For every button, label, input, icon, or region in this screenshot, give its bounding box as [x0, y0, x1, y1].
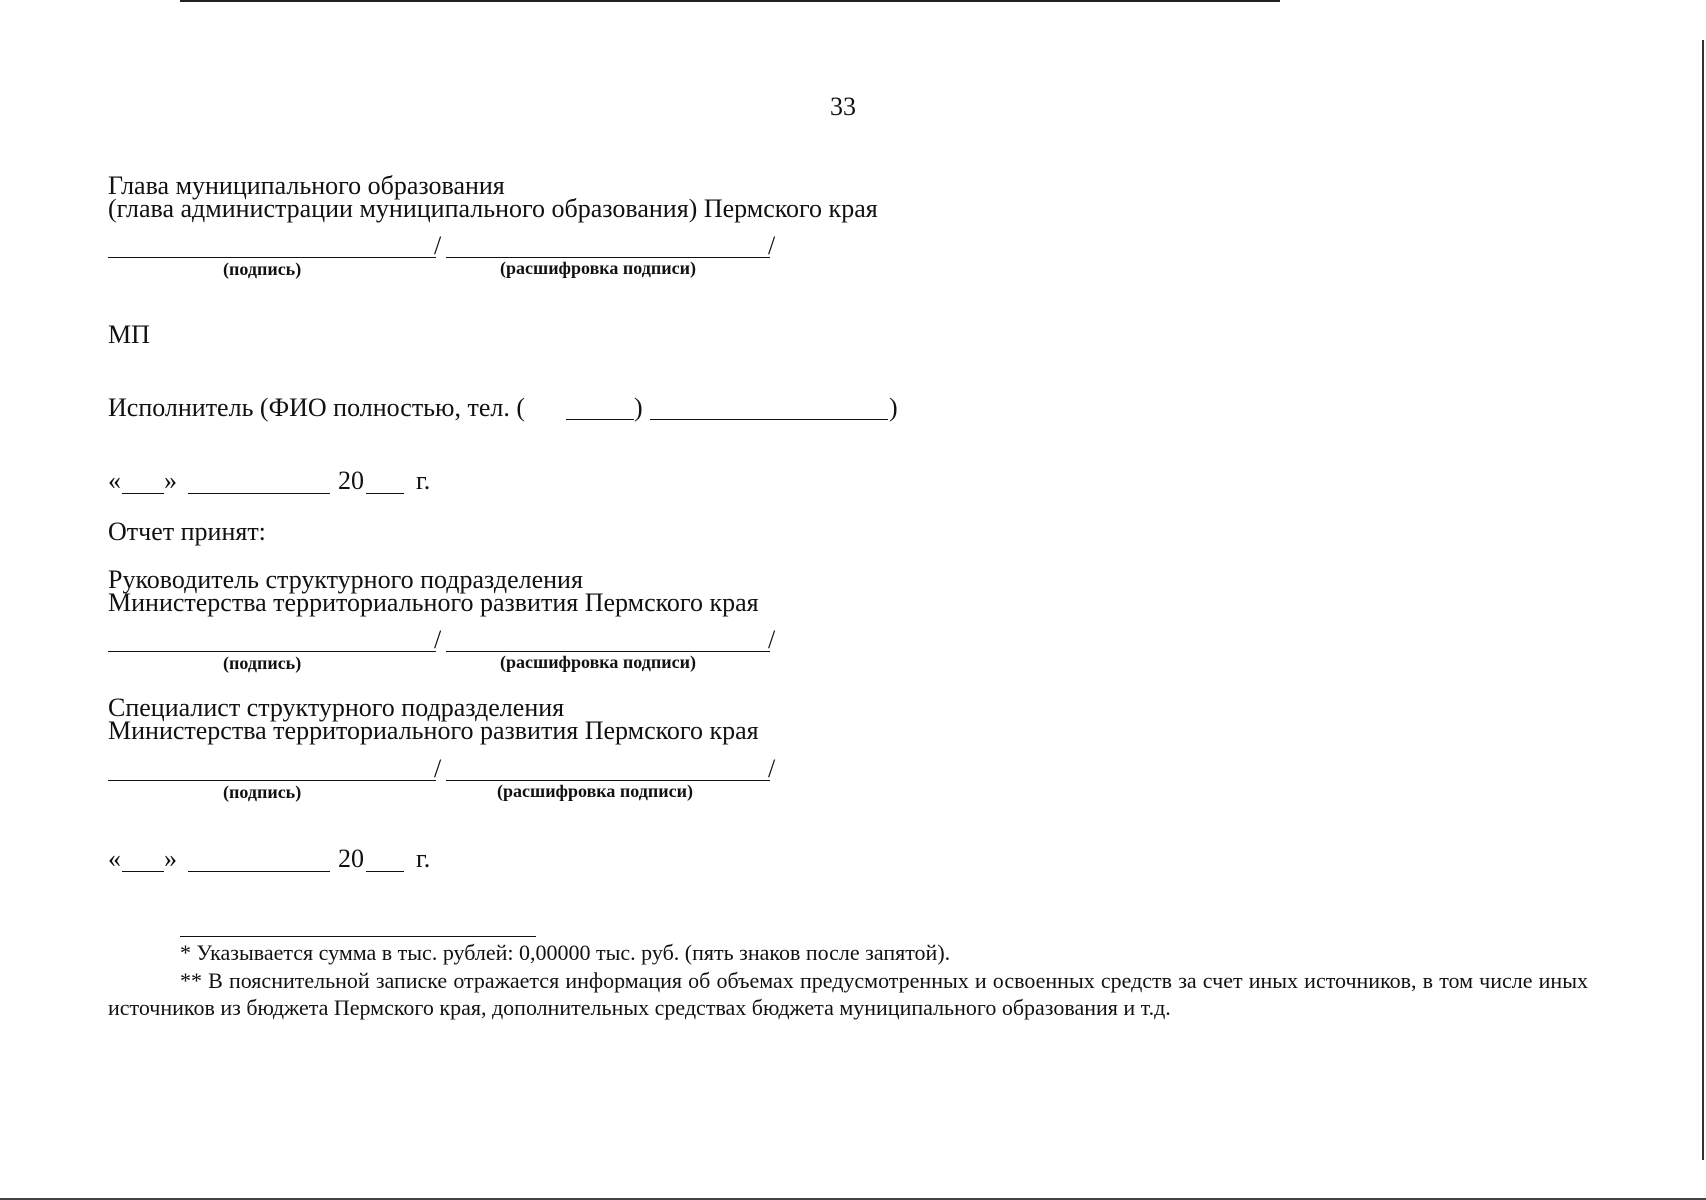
report-accepted-label: Отчет принят: [108, 517, 266, 546]
footnote-2: ** В пояснительной записке отражается информация об объемах предусмотренных и освоенных средств за счет иных источников, в том числе иных источников из бюджета Пермского края, дополнительных средствах бюджета муниципального образования и т.д. [108, 968, 1588, 1020]
date1-month-line [188, 493, 330, 494]
specialist-title-line1: Специалист структурного подразделения [108, 693, 565, 722]
date1-year-suffix: г. [416, 466, 431, 495]
unit-head-signature-slash: / [434, 625, 442, 654]
specialist-decode-slash: / [768, 754, 776, 783]
executor-phone-line [650, 419, 888, 420]
date2-year-suffix: г. [416, 844, 431, 873]
head-decode-slash: / [768, 231, 776, 260]
date1-open-quote: « [108, 466, 121, 495]
specialist-caption-signature: (подпись) [223, 782, 302, 802]
unit-head-title-line1: Руководитель структурного подразделения [108, 565, 583, 594]
specialist-signature-slash: / [434, 754, 442, 783]
head-caption-signature: (подпись) [223, 259, 302, 279]
executor-label: Исполнитель (ФИО полностью, тел. ( [108, 393, 526, 422]
specialist-signature-line [108, 780, 436, 781]
date2-year-line [366, 871, 404, 872]
head-caption-decode: (расшифровка подписи) [500, 258, 696, 278]
date1-year-line [366, 493, 404, 494]
executor-final-paren: ) [889, 393, 898, 422]
specialist-title-line2: Министерства территориального развития Пермского края [108, 716, 759, 745]
executor-phone-code-line [566, 419, 634, 420]
unit-head-signature-line [108, 651, 436, 652]
head-title-line1: Глава муниципального образования [108, 171, 505, 200]
date2-year-prefix: 20 [338, 844, 364, 873]
unit-head-caption-decode: (расшифровка подписи) [500, 652, 696, 672]
head-signature-line [108, 257, 436, 258]
unit-head-caption-signature: (подпись) [223, 653, 302, 673]
unit-head-decode-slash: / [768, 625, 776, 654]
date1-day-line [122, 493, 164, 494]
footnote-rule [180, 936, 536, 937]
date2-day-line [122, 871, 164, 872]
stamp-label: МП [108, 320, 150, 349]
scan-edge-top [180, 0, 1280, 2]
footnote-1: * Указывается сумма в тыс. рублей: 0,00000 тыс. руб. (пять знаков после запятой). [180, 940, 951, 965]
date2-month-line [188, 871, 330, 872]
date1-close-quote: » [164, 466, 177, 495]
executor-paren-close: ) [634, 393, 643, 422]
head-title-line2: (глава администрации муниципального образования) Пермского края [108, 194, 878, 223]
page-number: 33 [830, 92, 856, 121]
date1-year-prefix: 20 [338, 466, 364, 495]
unit-head-title-line2: Министерства территориального развития Пермского края [108, 588, 759, 617]
specialist-caption-decode: (расшифровка подписи) [497, 781, 693, 801]
head-signature-slash: / [434, 231, 442, 260]
scan-edge-right [1702, 40, 1704, 1160]
date2-close-quote: » [164, 844, 177, 873]
date2-open-quote: « [108, 844, 121, 873]
